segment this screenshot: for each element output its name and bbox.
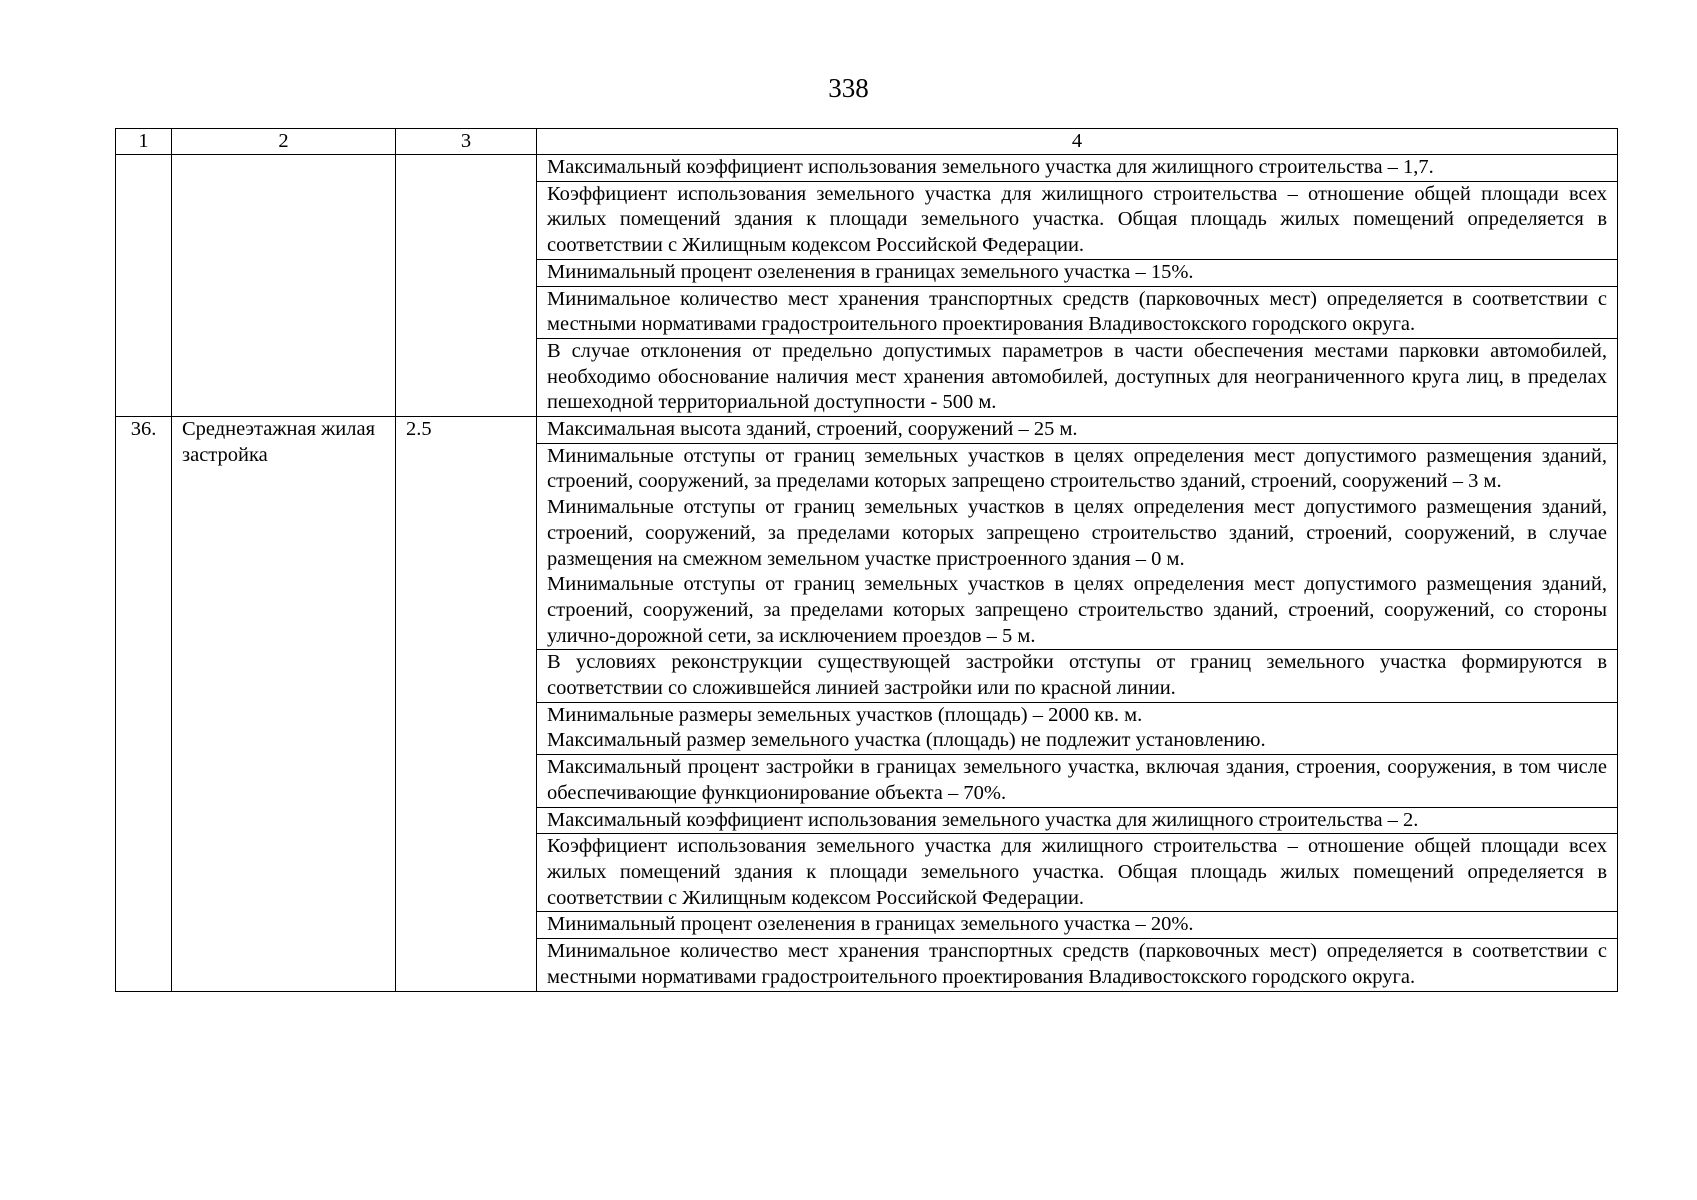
parameter-cell xyxy=(537,259,1618,286)
table-row xyxy=(116,417,1618,444)
parameter-cell xyxy=(537,834,1618,912)
parameter-text: Максимальный коэффициент использования земельного участка для жилищного строительства – 1,7. xyxy=(547,156,1434,178)
regulations-table xyxy=(115,128,1618,992)
parameter-text: Максимальный коэффициент использования земельного участка для жилищного строительства – 2. xyxy=(547,808,1419,831)
parameter-text: Максимальный размер земельного участка (площадь) не подлежит установлению. xyxy=(547,729,1266,752)
land-use-name xyxy=(172,155,396,417)
parameter-cell xyxy=(537,650,1618,702)
parameter-text: Минимальные отступы от границ земельных участков в целях определения мест допустимого размещения зданий, строений, сооружений, за пределами которых запрещено строительство зданий, строений, сооружений – 3 м. xyxy=(547,444,1607,493)
parameter-text: Коэффициент использования земельного участка для жилищного строительства – отношение общей площади всех жилых помещений здания к площади земельного участка. Общая площадь жилых помещений определяется в соответствии с Жилищным кодексом Российской Федерации. xyxy=(547,182,1607,257)
page-number: 338 xyxy=(828,73,869,103)
parameter-cell xyxy=(537,443,1618,650)
table-header-row xyxy=(116,129,1618,155)
parameter-cell xyxy=(537,912,1618,939)
header-cell: 4 xyxy=(537,129,1618,155)
parameter-cell xyxy=(537,338,1618,416)
parameter-text: Минимальные размеры земельных участков (площадь) – 2000 кв. м. xyxy=(547,703,1143,726)
row-number xyxy=(116,155,172,417)
table-row xyxy=(116,155,1618,182)
parameter-cell xyxy=(537,807,1618,834)
parameter-text: Минимальные отступы от границ земельных участков в целях определения мест допустимого размещения зданий, строений, сооружений, за пределами которых запрещено строительство зданий, строений, сооружений, в случае размещения на смежном земельном участке пристроенного здания – 0 м. xyxy=(547,496,1607,570)
land-use-name: Среднеэтажная жилая застройка xyxy=(172,417,396,991)
header-cell: 1 xyxy=(116,129,172,155)
parameter-text: Максимальный процент застройки в границах земельного участка, включая здания, строения, сооружения, в том числе обеспечивающие функционирование объекта – 70%. xyxy=(547,756,1607,804)
row-number: 36. xyxy=(116,417,172,991)
parameter-cell xyxy=(537,702,1618,754)
parameter-text: Минимальный процент озеленения в границах земельного участка – 20%. xyxy=(547,913,1194,936)
land-use-code xyxy=(396,155,537,417)
parameter-text: Максимальная высота зданий, строений, сооружений – 25 м. xyxy=(547,418,1078,441)
parameter-cell xyxy=(537,755,1618,807)
parameter-text: Минимальный процент озеленения в границах земельного участка – 15%. xyxy=(547,260,1194,283)
land-use-code: 2.5 xyxy=(396,417,537,991)
parameter-cell xyxy=(537,155,1618,182)
parameter-text: Минимальные отступы от границ земельных участков в целях определения мест допустимого размещения зданий, строений, сооружений, за пределами которых запрещено строительство зданий, строений, сооружений, со стороны улично-дорожной сети, за исключением проездов – 5 м. xyxy=(547,573,1607,647)
parameter-cell xyxy=(537,181,1618,259)
header-cell: 2 xyxy=(172,129,396,155)
parameter-cell xyxy=(537,417,1618,444)
parameter-text: В случае отклонения от предельно допустимых параметров в части обеспечения местами парковки автомобилей, необходимо обоснование наличия мест хранения автомобилей, доступных для неограниченного круга лиц, в пределах пешеходной территориальной доступности - 500 м. xyxy=(547,339,1607,414)
parameter-text: Коэффициент использования земельного участка для жилищного строительства – отношение общей площади всех жилых помещений здания к площади земельного участка. Общая площадь жилых помещений определяется в соответствии с Жилищным кодексом Российской Федерации. xyxy=(547,835,1607,909)
parameter-text: В условиях реконструкции существующей застройки отступы от границ земельного участка формируются в соответствии со сложившейся линией застройки или по красной линии. xyxy=(547,651,1607,700)
parameter-text: Минимальное количество мест хранения транспортных средств (парковочных мест) определяется в соответствии с местными нормативами градостроительного проектирования Владивостокского городского округа. xyxy=(547,940,1607,988)
parameter-cell xyxy=(537,286,1618,338)
header-cell: 3 xyxy=(396,129,537,155)
parameter-text: Минимальное количество мест хранения транспортных средств (парковочных мест) определяется в соответствии с местными нормативами градостроительного проектирования Владивостокского городского округа. xyxy=(547,287,1607,336)
parameter-cell xyxy=(537,939,1618,991)
